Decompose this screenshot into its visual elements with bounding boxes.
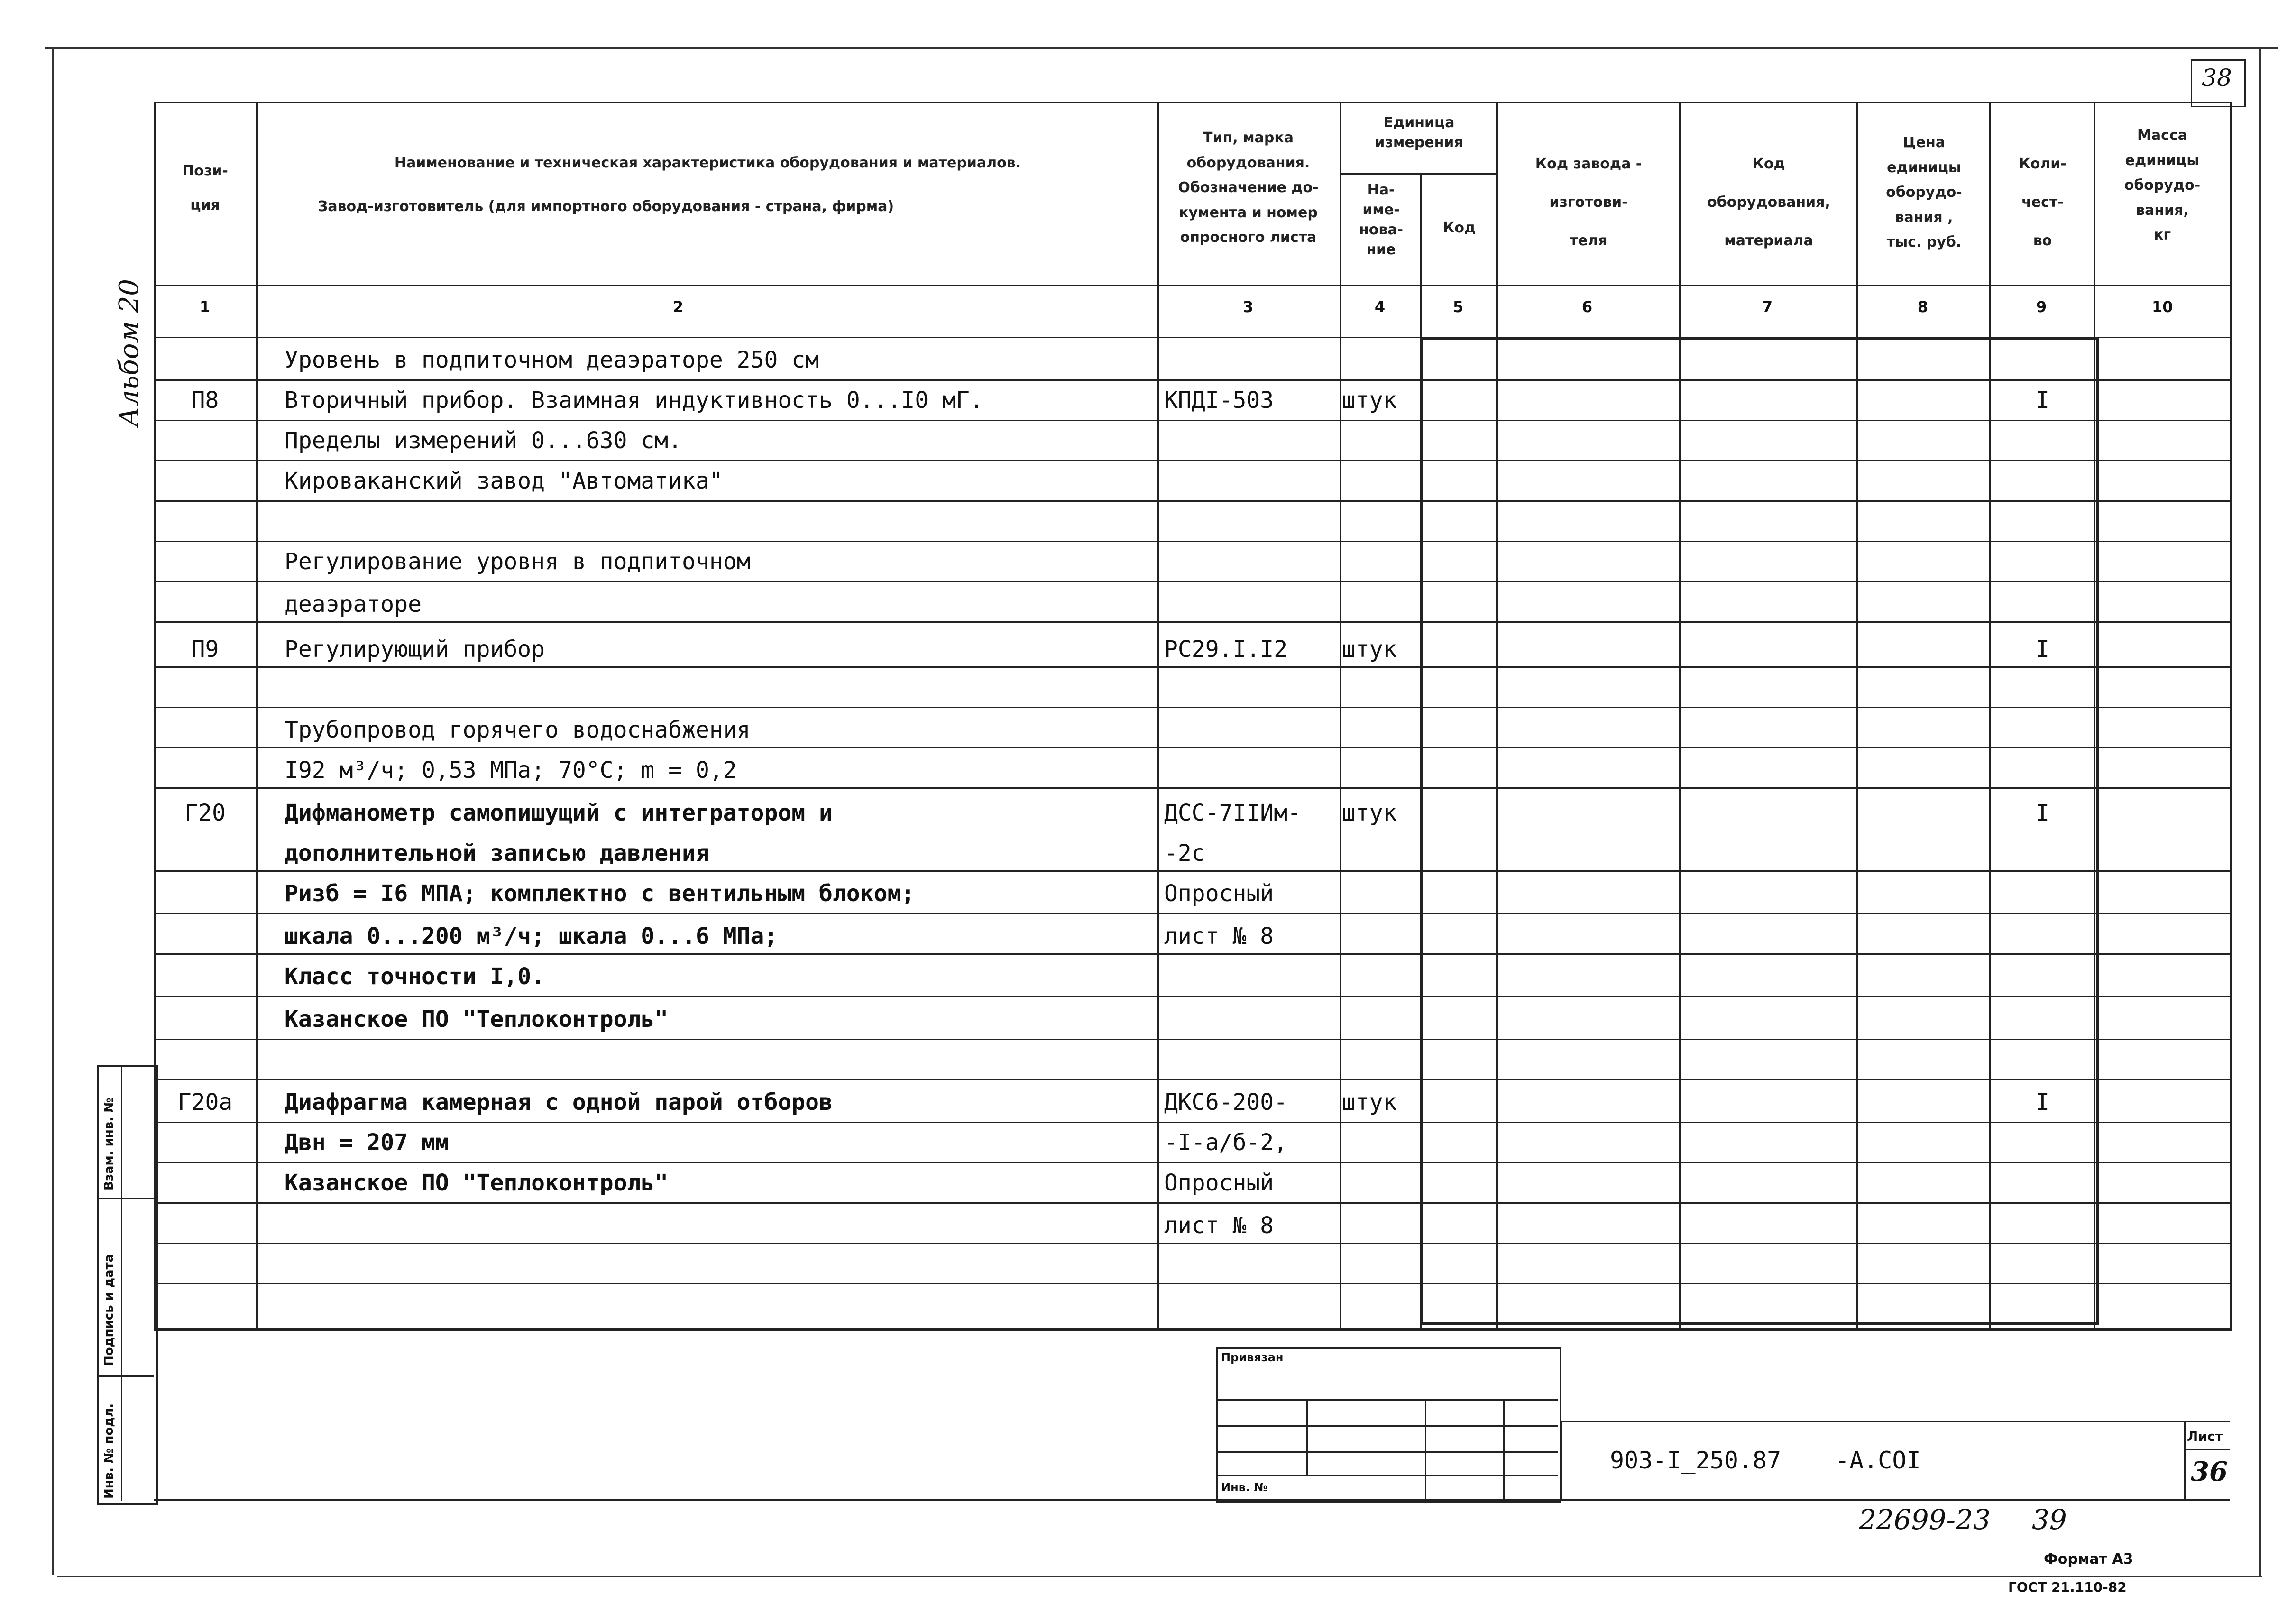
row-line (154, 870, 2230, 872)
row-unit: штук (1342, 1089, 1397, 1116)
row-type: ДСС-7IIИм- (1164, 800, 1301, 826)
side-stamp-line (97, 1375, 154, 1377)
side-stamp-label: Подпись и дата (102, 1254, 116, 1366)
header-col1: Пози- ция (182, 163, 228, 213)
privyazan-line (1216, 1399, 1558, 1401)
row-line (154, 541, 2230, 542)
title-block-bottom-line (154, 1499, 2230, 1501)
handwritten-number: 22699-23 (1859, 1504, 1991, 1536)
header-col10: Масса единицы оборудо- вания, кг (2124, 127, 2201, 243)
row-line (154, 1079, 2230, 1080)
row-line (154, 1122, 2230, 1123)
sheet-border-bottom (57, 1576, 2262, 1577)
column-number: 4 (1374, 298, 1386, 316)
privyazan-divider (1306, 1399, 1308, 1475)
row-type: лист № 8 (1164, 923, 1274, 950)
privyazan-label: Привязан (1221, 1351, 1284, 1364)
title-block-mid-line (1560, 1421, 2230, 1422)
column-number: 10 (2152, 298, 2173, 316)
column-number: 3 (1242, 298, 1254, 316)
row-unit: штук (1342, 800, 1397, 826)
row-pos: Г20 (184, 800, 226, 826)
row-line (154, 787, 2230, 789)
handwritten-page: 39 (2032, 1504, 2067, 1536)
unit-divider-line (1340, 173, 1496, 175)
header-col4: На- име- нова- ние (1359, 182, 1404, 258)
row-name: Регулирующий прибор (285, 636, 545, 663)
row-qty: I (2036, 1089, 2049, 1116)
row-line (154, 666, 2230, 668)
title-block-top-line (154, 1328, 2230, 1330)
row-line (154, 379, 2230, 381)
header-col9: Коли- чест- во (2019, 156, 2066, 249)
sheet-corner-number: 38 (2202, 64, 2232, 92)
header-bottom-line (154, 285, 2230, 286)
header-col2-line1: Наименование и техническая характеристика оборудования и материалов. (394, 155, 1021, 171)
row-line (154, 707, 2230, 708)
sheet-border-right (2259, 47, 2261, 1577)
code-block-outline (1420, 338, 2099, 1325)
header-col7: Код оборудования, материала (1707, 156, 1830, 249)
row-line (154, 747, 2230, 748)
column-number: 1 (199, 298, 211, 316)
privyazan-line (1216, 1425, 1558, 1427)
row-line (154, 1039, 2230, 1040)
privyazan-divider (1503, 1399, 1505, 1499)
col-divider-2 (1157, 102, 1159, 1328)
row-name: Трубопровод горячего водоснабжения (285, 717, 751, 743)
row-name: Уровень в подпиточном деаэраторе 250 см (285, 347, 819, 373)
inv-no-label: Инв. № (1221, 1481, 1268, 1494)
row-type: -2с (1164, 840, 1205, 867)
row-name: Ризб = I6 МПА; комплектно с вентильным блоком; (285, 880, 915, 907)
row-type: -I-а/б-2, (1164, 1129, 1288, 1156)
side-stamp-line (97, 1198, 154, 1199)
document-code: 903-I_250.87 (1610, 1447, 1782, 1474)
row-name: Двн = 207 мм (285, 1129, 449, 1156)
column-number: 6 (1581, 298, 1593, 316)
row-name: Вторичный прибор. Взаимная индуктивность 0...I0 мГ. (285, 387, 983, 414)
sheet-border-top (45, 47, 2278, 49)
column-number: 9 (2036, 298, 2047, 316)
row-line (154, 1283, 2230, 1284)
row-type: лист № 8 (1164, 1212, 1274, 1239)
row-name: Класс точности I,0. (285, 963, 545, 990)
privyazan-divider (1425, 1399, 1426, 1499)
privyazan-line (1216, 1451, 1558, 1453)
gost-label: ГОСТ 21.110-82 (2008, 1579, 2127, 1595)
header-col8: Цена единицы оборудо- вания , тыс. руб. (1886, 134, 1962, 250)
row-pos: Г20а (177, 1089, 233, 1116)
sheet-number: 36 (2191, 1456, 2228, 1487)
row-line (154, 1243, 2230, 1244)
column-number: 7 (1762, 298, 1773, 316)
row-name: Диафрагма камерная с одной парой отборов (285, 1089, 833, 1116)
row-line (154, 621, 2230, 623)
title-block-divider (1560, 1421, 1562, 1501)
row-pos: П8 (191, 387, 219, 414)
sheet-number-divider (2184, 1449, 2230, 1450)
row-qty: I (2036, 800, 2049, 826)
sheet-border-left (52, 47, 54, 1575)
side-stamp-divider (121, 1065, 122, 1501)
document-suffix: -А.СОI (1835, 1447, 1921, 1474)
privyazan-box (1216, 1347, 1561, 1503)
sheet-label: Лист (2187, 1429, 2223, 1444)
row-unit: штук (1342, 636, 1397, 663)
row-unit: штук (1342, 387, 1397, 414)
row-type: Опросный (1164, 1170, 1274, 1196)
format-label: Формат А3 (2044, 1551, 2133, 1568)
row-name: Регулирование уровня в подпиточном (285, 548, 751, 575)
col-divider-1 (256, 102, 258, 1328)
row-line (154, 460, 2230, 461)
col-divider-3 (1340, 102, 1341, 1328)
header-col2-line2: Завод-изготовитель (для импортного оборудования - страна, фирма) (318, 198, 894, 215)
row-type: КПДI-503 (1164, 387, 1274, 414)
row-name: Казанское ПО "Теплоконтроль" (285, 1170, 669, 1196)
column-number: 8 (1917, 298, 1929, 316)
row-type: ДКС6-200- (1164, 1089, 1288, 1116)
row-name: I92 м³/ч; 0,53 МПа; 70°С; m = 0,2 (285, 757, 737, 784)
header-col3: Тип, марка оборудования. Обозначение до- кумента и номер опросного листа (1178, 129, 1319, 246)
column-number: 2 (672, 298, 684, 316)
row-line (154, 996, 2230, 997)
row-name: Казанское ПО "Теплоконтроль" (285, 1006, 669, 1033)
row-line (154, 581, 2230, 582)
column-number: 5 (1452, 298, 1464, 316)
row-line (154, 500, 2230, 502)
side-stamp-label: Взам. инв. № (102, 1098, 116, 1190)
row-line (154, 913, 2230, 914)
row-line (154, 953, 2230, 955)
row-name: деаэраторе (285, 591, 422, 618)
header-unit-group: Единица измерения (1375, 114, 1463, 151)
row-name: Дифманометр самопишущий с интегратором и (285, 800, 833, 826)
row-name: Пределы измерений 0...630 см. (285, 427, 682, 454)
album-label: Альбом 20 (114, 279, 145, 427)
side-stamp-label: Инв. № подл. (102, 1403, 116, 1499)
row-name: Кироваканский завод "Автоматика" (285, 468, 723, 494)
row-qty: I (2036, 387, 2049, 414)
row-type: Опросный (1164, 880, 1274, 907)
row-line (154, 1202, 2230, 1204)
row-name: шкала 0...200 м³/ч; шкала 0...6 МПа; (285, 923, 778, 950)
row-type: РС29.I.I2 (1164, 636, 1288, 663)
row-line (154, 1162, 2230, 1163)
row-qty: I (2036, 636, 2049, 663)
row-pos: П9 (191, 636, 219, 663)
row-name: дополнительной записью давления (285, 840, 709, 867)
row-line (154, 420, 2230, 421)
header-col6: Код завода - изготови- теля (1535, 156, 1642, 249)
privyazan-line (1216, 1475, 1558, 1476)
header-col5: Код (1442, 220, 1476, 236)
